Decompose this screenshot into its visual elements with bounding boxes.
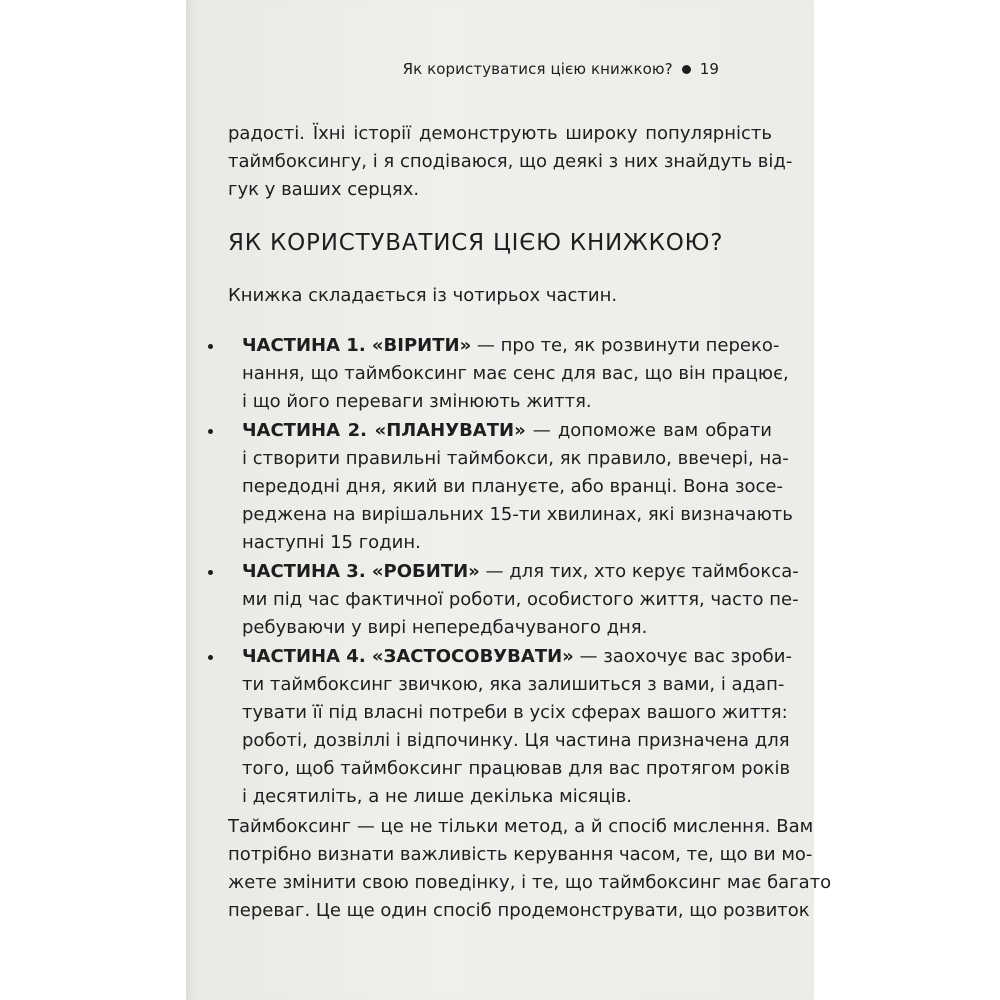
part-title: ЧАСТИНА 3. «РОБИТИ» bbox=[242, 561, 480, 582]
part-title: ЧАСТИНА 4. «ЗАСТОСОВУВАТИ» bbox=[242, 646, 574, 667]
list-item-line: нання, що таймбоксинг має сенс для вас, що він працює, bbox=[242, 363, 789, 384]
intro-text: Книжка складається із чотирьох частин. bbox=[228, 285, 618, 306]
list-item-line: наступні 15 годин. bbox=[242, 532, 421, 553]
running-head-title: Як користуватися цією книжкою? bbox=[402, 60, 673, 78]
list-item-line: і що його переваги змінюють життя. bbox=[242, 391, 592, 412]
paragraph-line: гук у ваших серцях. bbox=[228, 179, 420, 200]
list-item-first-line bbox=[242, 417, 772, 445]
list-item-line: реджена на вирішальних 15-ти хвилинах, які визначають bbox=[242, 504, 793, 525]
bullet-icon bbox=[208, 344, 213, 349]
list-item-first-line bbox=[242, 558, 799, 586]
list-item bbox=[208, 558, 799, 642]
list-item-line: і десятиліть, а не лише декілька місяців. bbox=[242, 786, 632, 807]
part-title: ЧАСТИНА 1. «ВІРИТИ» bbox=[242, 335, 472, 356]
part-text: — заохочує вас зроби- bbox=[573, 646, 792, 667]
book-page bbox=[186, 0, 832, 1000]
paragraph-line: жете змінити свою поведінку, і те, що таймбоксинг має багато bbox=[228, 872, 832, 893]
parts-list bbox=[208, 332, 799, 812]
list-item-first-line bbox=[242, 332, 780, 360]
paragraph-line: Таймбоксинг — це не тільки метод, а й спосіб мислення. Вам bbox=[228, 816, 814, 837]
top-paragraph bbox=[228, 120, 793, 204]
page-number: 19 bbox=[699, 60, 719, 78]
list-item-line: того, щоб таймбоксинг працював для вас протягом років bbox=[242, 758, 791, 779]
list-item bbox=[208, 643, 792, 811]
part-text: — для тих, хто керує таймбокса- bbox=[479, 561, 799, 582]
section-heading: ЯК КОРИСТУВАТИСЯ ЦІЄЮ КНИЖКОЮ? bbox=[228, 230, 724, 256]
list-item bbox=[208, 332, 789, 416]
part-title: ЧАСТИНА 2. «ПЛАНУВАТИ» bbox=[242, 420, 526, 441]
list-item-line: ми під час фактичної роботи, особистого життя, часто пе- bbox=[242, 589, 799, 610]
list-item bbox=[208, 417, 793, 557]
bullet-icon bbox=[208, 655, 213, 660]
running-head bbox=[403, 60, 719, 78]
bullet-icon bbox=[208, 570, 213, 575]
list-item-line: тувати її під власні потреби в усіх сферах вашого життя: bbox=[242, 702, 788, 723]
paragraph-line: таймбоксингу, і я сподіваюся, що деякі з них знайдуть від- bbox=[228, 151, 793, 172]
list-item-line: роботі, дозвіллі і відпочинку. Ця частина призначена для bbox=[242, 730, 790, 751]
list-item-line: ребуваючи у вирі непередбачуваного дня. bbox=[242, 617, 648, 638]
paragraph-line: радості. Їхні історії демонструють широку популярність bbox=[228, 123, 772, 144]
bottom-paragraph bbox=[228, 813, 832, 925]
list-item-line: передодні дня, який ви плануєте, або вранці. Вона зосе- bbox=[242, 476, 784, 497]
list-item-line: ти таймбоксинг звичкою, яка залишиться з вами, і адап- bbox=[242, 674, 785, 695]
paragraph-line: переваг. Це ще один спосіб продемонструвати, що розвиток bbox=[228, 900, 810, 921]
bullet-icon bbox=[208, 429, 213, 434]
list-item-line: і створити правильні таймбокси, як правило, ввечері, на- bbox=[242, 448, 789, 469]
part-text: — допоможе вам обрати bbox=[525, 420, 772, 441]
bullet-dot-icon bbox=[682, 65, 691, 74]
list-item-first-line bbox=[242, 643, 792, 671]
part-text: — про те, як розвинути переко- bbox=[471, 335, 780, 356]
paragraph-line: потрібно визнати важливість керування часом, те, що ви мо- bbox=[228, 844, 813, 865]
